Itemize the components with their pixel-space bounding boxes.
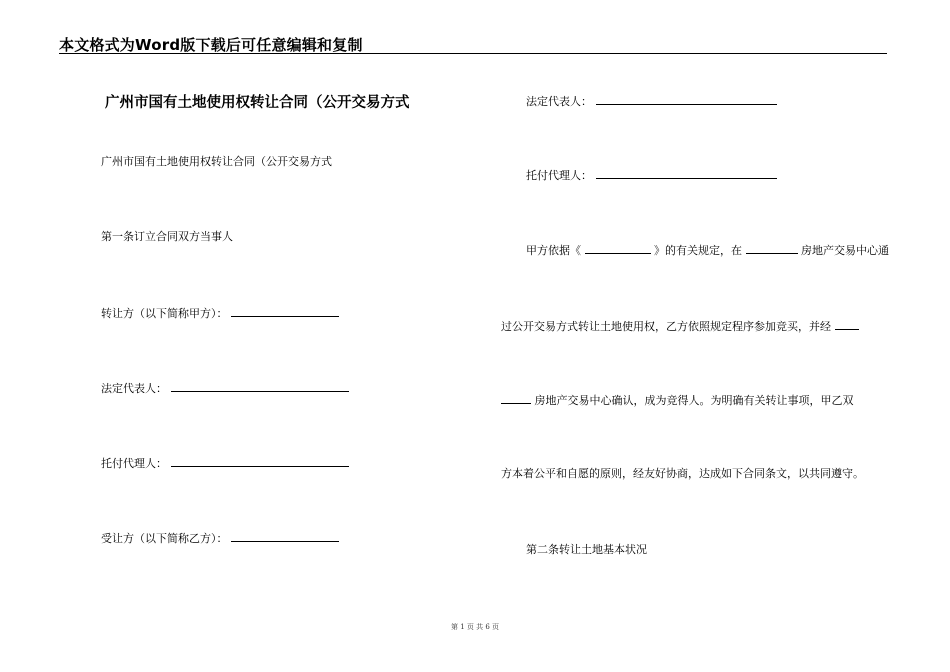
paragraph-4: 方本着公平和自愿的原则，经友好协商，达成如下合同条文，以共同遵守。 [501, 467, 864, 480]
transferee-label: 受让方（以下简称乙方）： [101, 532, 228, 545]
legal-rep-blank-right [596, 93, 777, 105]
agent-line-left [101, 455, 349, 471]
legal-rep-label-left: 法定代表人： [101, 382, 167, 395]
transferee-blank [231, 530, 339, 542]
legal-rep-blank-left [171, 380, 349, 392]
regulation-name-blank [585, 242, 651, 254]
legal-rep-line-right [526, 93, 777, 109]
para3-text-a: 房地产交易中心确认，成为竞得人。为明确有关转让事项，甲乙双 [534, 394, 854, 407]
transferee-line [101, 530, 339, 546]
contract-subtitle: 广州市国有土地使用权转让合同（公开交易方式 [101, 155, 332, 168]
agent-blank-right [596, 167, 777, 179]
document-title: 广州市国有土地使用权转让合同（公开交易方式 [105, 95, 410, 111]
exchange-center-blank-2b [501, 392, 531, 404]
agent-label-left: 托付代理人： [101, 457, 167, 470]
para1-text-a: 甲方依据《 [526, 244, 581, 257]
agent-label-right: 托付代理人： [526, 169, 592, 182]
paragraph-2 [501, 318, 859, 334]
para1-text-b: 》的有关规定，在 [654, 244, 742, 257]
article-1-heading: 第一条订立合同双方当事人 [101, 230, 233, 243]
agent-line-right [526, 167, 777, 183]
transferor-blank [231, 305, 339, 317]
exchange-center-blank-1 [746, 242, 798, 254]
agent-blank-left [171, 455, 349, 467]
legal-rep-label-right: 法定代表人： [526, 95, 592, 108]
article-2-heading: 第二条转让土地基本状况 [526, 543, 647, 556]
para2-text-a: 过公开交易方式转让土地使用权，乙方依照规定程序参加竞买，并经 [501, 320, 831, 333]
page-number: 第 1 页 共 6 页 [450, 623, 500, 631]
exchange-center-blank-2a [835, 318, 859, 330]
paragraph-1 [526, 242, 889, 258]
paragraph-3 [501, 392, 854, 408]
download-banner: 本文格式为Word版下载后可任意编辑和复制 [59, 36, 363, 54]
legal-rep-line-left [101, 380, 349, 396]
transferor-label: 转让方（以下简称甲方）： [101, 307, 228, 320]
para1-text-c: 房地产交易中心通 [801, 244, 889, 257]
header-divider [59, 53, 887, 54]
transferor-line [101, 305, 339, 321]
